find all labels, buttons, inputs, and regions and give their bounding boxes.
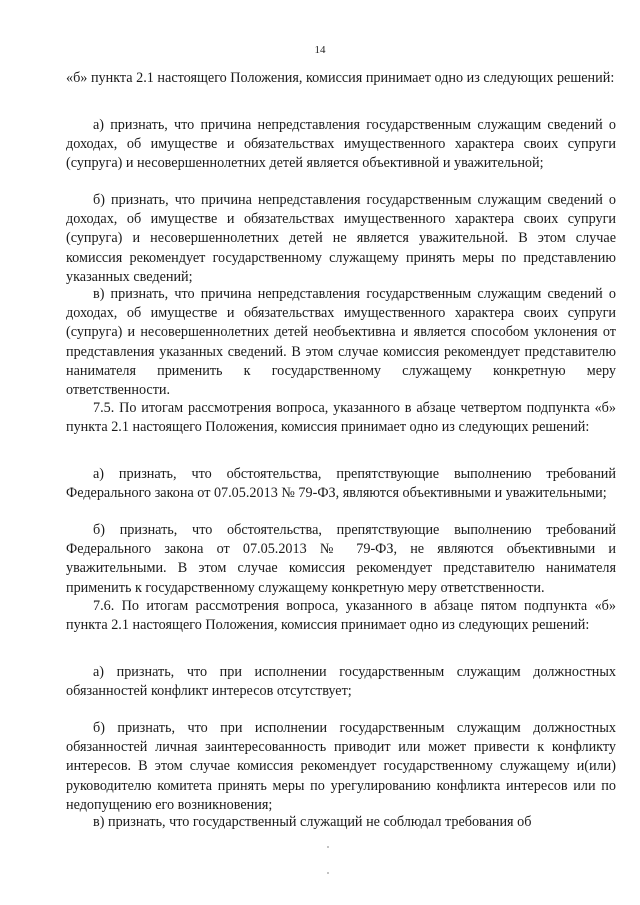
paragraph-7-6-a: а) признать, что при исполнении государственным служащим должностных обязанностей конфликт интересов отсутствует; xyxy=(66,664,616,700)
paragraph-intro-continuation: «б» пункта 2.1 настоящего Положения, комиссия принимает одно из следующих решений: xyxy=(66,70,615,86)
paragraph-7-5-b: б) признать, что обстоятельства, препятствующие выполнению требований Федерального закона от 07.05.2013 № 79-ФЗ, не являются объективными и уважительными. В этом случае комиссия рекомендует представителю нанимателя применить к государственному служащему конкретную меру ответственности. xyxy=(66,522,616,596)
paragraph-7-4-c: в) признать, что причина непредставления государственным служащим сведений о доходах, об имуществе и обязательствах имущественного характера своих супруги (супруга) и несовершеннолетних детей необъективна и является способом уклонения от представления указанных сведений. В этом случае комиссия рекомендует представителю нанимателя применить к государственному служащему конкретную меру ответственности. xyxy=(66,286,616,399)
paragraph-7-6-b: б) признать, что при исполнении государственным служащим должностных обязанностей личная заинтересованность приводит или может привести к конфликту интересов. В этом случае комиссия рекомендует государственному служащему и(или) руководителю комитета принять меры по урегулированию конфликта интересов или по недопущению его возникновения; xyxy=(66,720,616,813)
paragraph-7-4-b: б) признать, что причина непредставления государственным служащим сведений о доходах, об имуществе и обязательствах имущественного характера своих супруги (супруга) и несовершеннолетних детей не является уважительной. В этом случае комиссия рекомендует государственному служащему принять меры по представлению указанных сведений; xyxy=(66,192,616,285)
paragraph-7-6-c: в) признать, что государственный служащий не соблюдал требования об xyxy=(93,814,532,830)
paragraph-7-6: 7.6. По итогам рассмотрения вопроса, указанного в абзаце пятом подпункта «б» пункта 2.1 настоящего Положения, комиссия принимает одно из следующих решений: xyxy=(66,598,616,634)
scan-artifact xyxy=(327,846,329,848)
paragraph-7-4-a: а) признать, что причина непредставления государственным служащим сведений о доходах, об имуществе и обязательствах имущественного характера своих супруги (супруга) и несовершеннолетних детей является объективной и уважительной; xyxy=(66,117,616,172)
page-number: 14 xyxy=(314,44,326,56)
paragraph-7-5: 7.5. По итогам рассмотрения вопроса, указанного в абзаце четвертом подпункта «б» пункта 2.1 настоящего Положения, комиссия принимает одно из следующих решений: xyxy=(66,400,616,436)
paragraph-7-5-a: а) признать, что обстоятельства, препятствующие выполнению требований Федерального закона от 07.05.2013 № 79-ФЗ, являются объективными и уважительными; xyxy=(66,466,616,502)
scan-artifact xyxy=(327,872,329,874)
